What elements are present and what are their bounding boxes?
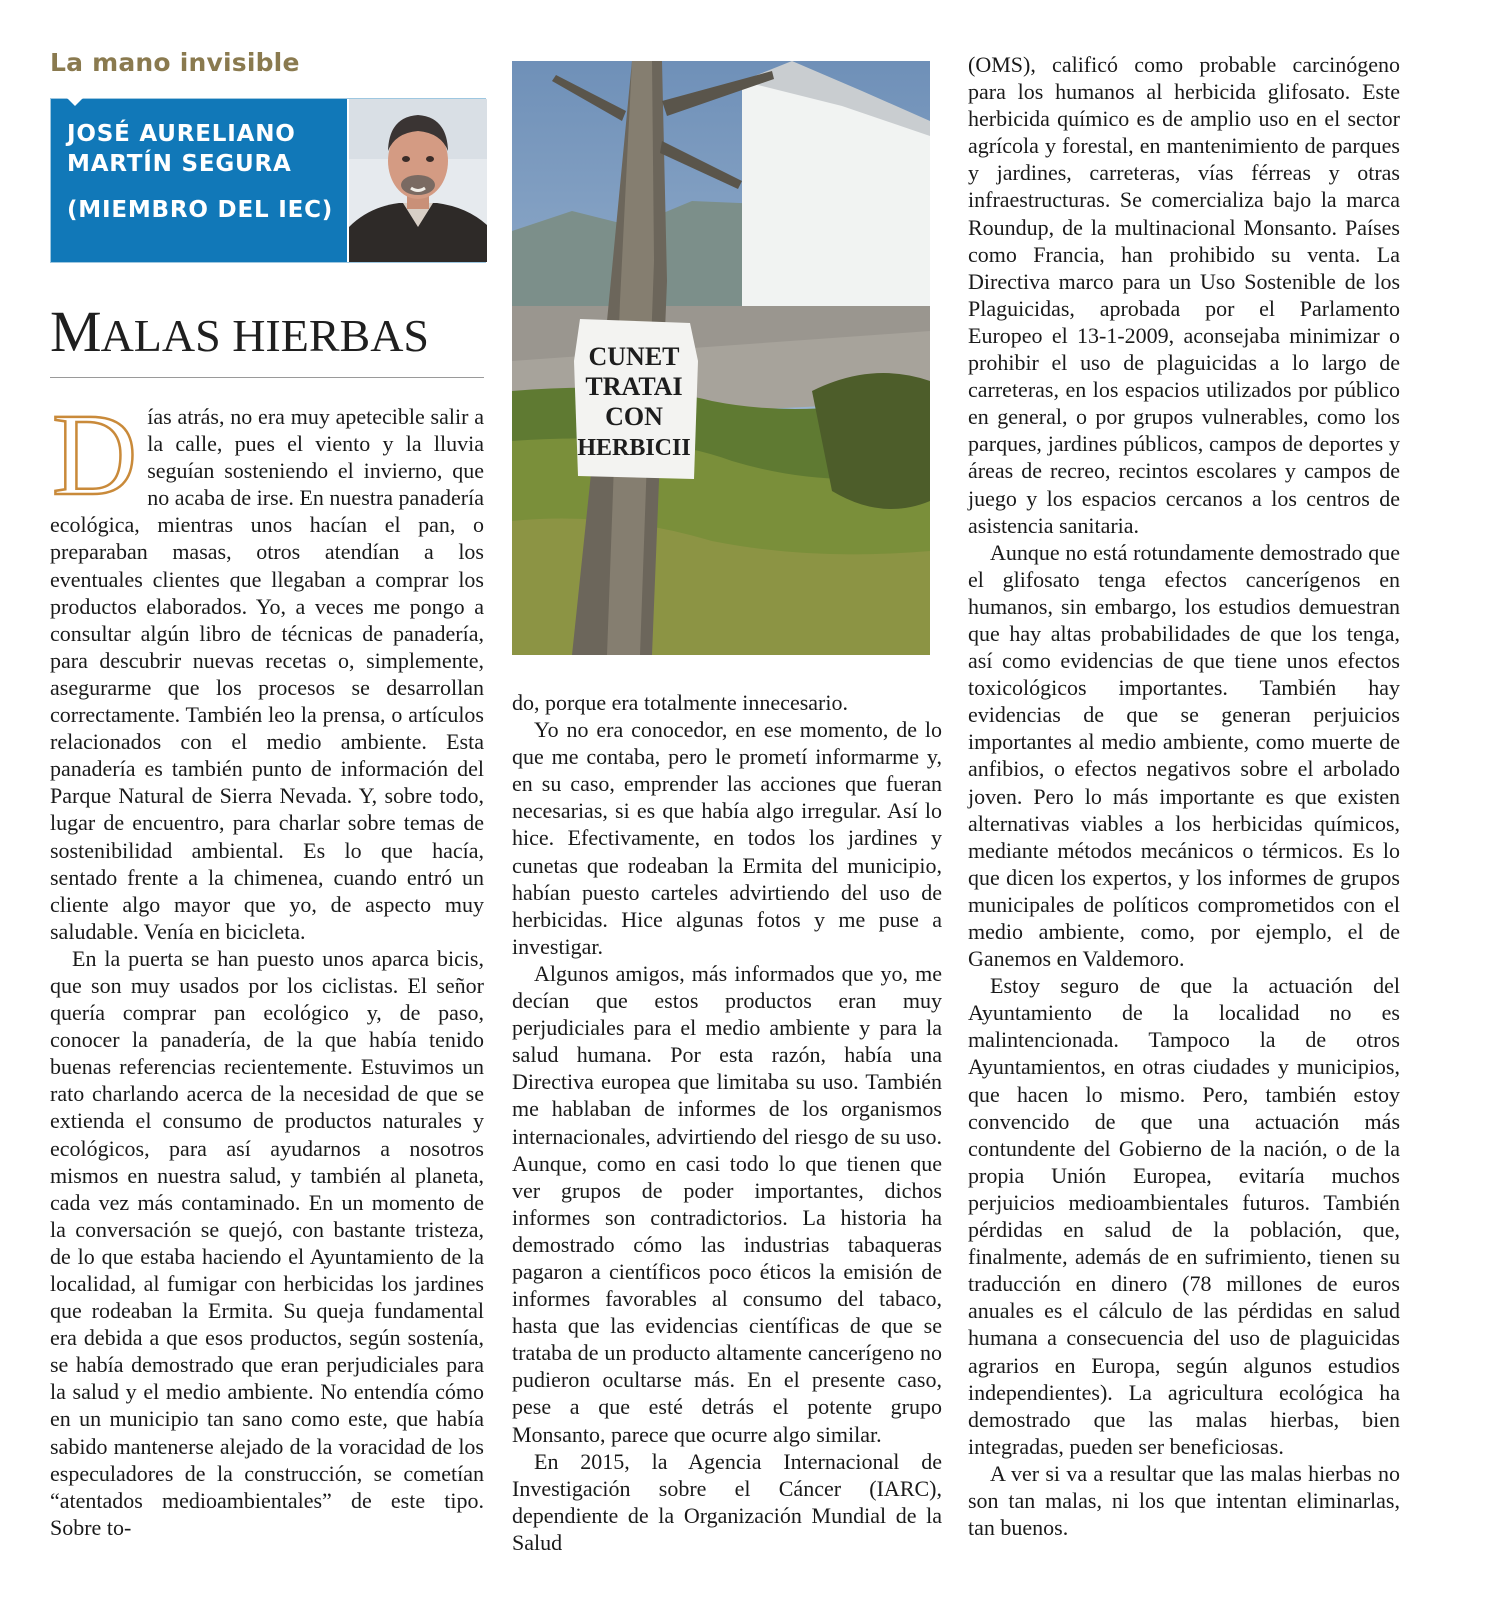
article-paragraph: Aunque no está rotundamente demostrado que el glifosato tenga efectos cancerígenos en humanos, sin embargo, los estudios demuestran que hay altas probabilidades de que los tenga, así como evidencias de que tiene unos efectos toxicológicos importantes. También hay evidencias de que se generan perjuicios importantes al medio ambiente, como muerte de anfibios, o efectos negativos sobre el arbolado joven. Pero lo más importante es que existen alternativas viables a los herbicidas químicos, mediante métodos mecánicos o térmicos. Es lo que dicen los expertos, y los informes de grupos municipales de políticos comprometidos con el medio ambiente, como, por ejemplo, el de Ganemos en Valdemoro. (968, 539, 1400, 972)
article-paragraph: Algunos amigos, más informados que yo, me decían que estos productos eran muy perjudiciales para el medio ambiente y para la salud humana. Por esta razón, había una Directiva europea que limitaba su uso. También me hablaban de informes de los organismos internacionales, advirtiendo del riesgo de su uso. Aunque, como en casi todo lo que tienen que ver grupos de poder importantes, dichos informes son contradictorios. La historia ha demostrado cómo las industrias tabaqueras pagaron a científicos poco éticos la emisión de informes favorables al consumo del tabaco, hasta que las evidencias científicas de que se trataba de un producto altamente cancerígeno no pudieron ocultarse más. En el presente caso, pese a que esté detrás el potente grupo Monsanto, parece que ocurre algo similar. (512, 960, 942, 1447)
headline-rest: ALAS HIERBAS (100, 310, 430, 361)
article-paragraph: En 2015, la Agencia Internacional de Investigación sobre el Cáncer (IARC), dependiente de la Organización Mundial de la Salud (512, 1448, 942, 1555)
author-name-line2: MARTÍN SEGURA (67, 151, 292, 177)
tree-sign-photo (512, 61, 930, 655)
article-headline (50, 300, 429, 368)
article-paragraph: do, porque era totalmente innecesario. (512, 690, 848, 715)
author-portrait-image (349, 99, 487, 262)
author-name (67, 119, 337, 179)
sign-line-1: CUNET (588, 342, 680, 371)
article-paragraph: En la puerta se han puesto unos aparca bicis, que son muy usados por los ciclistas. El señor quería comprar pan ecológico y, de paso, conocer la panadería, de la que había tenido buenas referencias recientemente. Estuvimos un rato charlando acerca de la necesidad de que se extienda el consumo de productos naturales y ecológicos, para así ayudarnos a nosotros mismos en nuestra salud, y también al planeta, cada vez más contaminado. En un momento de la conversación se quejó, con bastante tristeza, de lo que estaba haciendo el Ayuntamiento de la localidad, al fumigar con herbicidas los jardines que rodeaban la Ermita. Su queja fundamental era debida a que esos productos, según sostenía, se había demostrado que eran perjudiciales para la salud y el medio ambiente. No entendía cómo en un municipio tan sano como este, que había sabido mantenerse alejado de la voracidad de los especuladores de la construcción, se cometían “atentados medioambientales” de este tipo. Sobre to- (50, 945, 484, 1540)
article-paragraph: (OMS), calificó como probable carcinógeno para los humanos al herbicida glifosato. Este herbicida químico es de amplio uso en el sector agrícola y forestal, en mantenimiento de parques y jardines, carreteras, vías férreas y otras infraestructuras. Se comercializa bajo la marca Roundup, de la multinacional Monsanto. Países como Francia, han prohibido su venta. La Directiva marco para un Uso Sostenible de los Plaguicidas, aprobada por el Parlamento Europeo el 13-1-2009, aconsejaba minimizar o prohibir el uso de plaguicidas a lo largo de carreteras, en los espacios utilizados por público en general, o por grupos vulnerables, como los parques, jardines públicos, campos de deportes y áreas de recreo, recintos escolares y campos de juego y los espacios cercanos a los centros de asistencia sanitaria. (968, 52, 1400, 538)
herbicide-warning-sign (574, 319, 698, 479)
author-box-notch (67, 98, 83, 106)
drop-cap: D (52, 389, 138, 520)
article-paragraph: A ver si va a resultar que las malas hierbas no son tan malas, ni los que intentan eliminarlas, tan buenos. (968, 1460, 1400, 1541)
sign-line-3: CON (605, 402, 663, 431)
paragraph-text: ías atrás, no era muy apetecible salir a la calle, pues el viento y la lluvia seguían sosteniendo el invierno, que no acaba de irse. En nuestra panadería ecológica, mientras unos hacían el pan, o preparaban masas, otros atendían a los eventuales clientes que llegaban a comprar los productos elaborados. Yo, a veces me pongo a consultar algún libro de técnicas de panadería, para descubrir nuevas recetas o, simplemente, asegurarme que los procesos se desarrollan correctamente. También leo la prensa, o artículos relacionados con el medio ambiente. Esta panadería es también punto de información del Parque Natural de Sierra Nevada. Y, sobre todo, lugar de encuentro, para charlar sobre temas de sostenibilidad ambiental. Es lo que hacía, sentado frente a la chimenea, cuando entró un cliente algo mayor que yo, de aspecto muy saludable. Venía en bicicleta. (50, 404, 484, 944)
article-photo (512, 61, 930, 655)
headline-rule (50, 377, 484, 378)
author-name-line1: JOSÉ AURELIANO (67, 121, 296, 147)
headline-first-letter: M (50, 299, 101, 364)
article-paragraph: Yo no era conocedor, en ese momento, de lo que me contaba, pero le prometí informarme y, en su caso, emprender las acciones que fueran necesarias, si es que había algo irregular. Así lo hice. Efectivamente, en todos los jardines y cunetas que rodeaban la Ermita del municipio, habían puesto carteles advirtiendo del uso de herbicidas. Hice algunas fotos y me puse a investigar. (512, 717, 942, 959)
article-column-3 (968, 51, 1400, 1541)
author-box (50, 98, 486, 263)
article-column-1 (50, 389, 484, 1541)
article-paragraph: Estoy seguro de que la actuación del Ayuntamiento de la localidad no es malintencionada. Tampoco la de otros Ayuntamientos, en otras ciudades y municipios, que hacen lo mismo. Pero, también estoy convencido de que una actuación más contundente del Gobierno de la nación, o de la propia Unión Europea, evitaría muchos perjuicios medioambientales futuros. También pérdidas en salud de la población, que, finalmente, además de en sufrimiento, tienen su traducción en dinero (78 millones de euros anuales es el cálculo de las pérdidas en salud humana a consecuencia del uso de plaguicidas agrarios en Europa, según algunos estudios independientes). La agricultura ecológica ha demostrado que las malas hierbas, bien integradas, pueden ser beneficiosas. (968, 973, 1400, 1459)
sign-line-2: TRATAI (585, 372, 683, 401)
author-portrait (347, 99, 487, 262)
author-role: (MIEMBRO DEL IEC) (67, 197, 334, 223)
article-paragraph (50, 389, 484, 945)
section-title: La mano invisible (50, 48, 300, 77)
sign-line-4: HERBICII (577, 435, 691, 461)
article-column-2 (512, 689, 942, 1556)
headline-text (50, 299, 429, 364)
